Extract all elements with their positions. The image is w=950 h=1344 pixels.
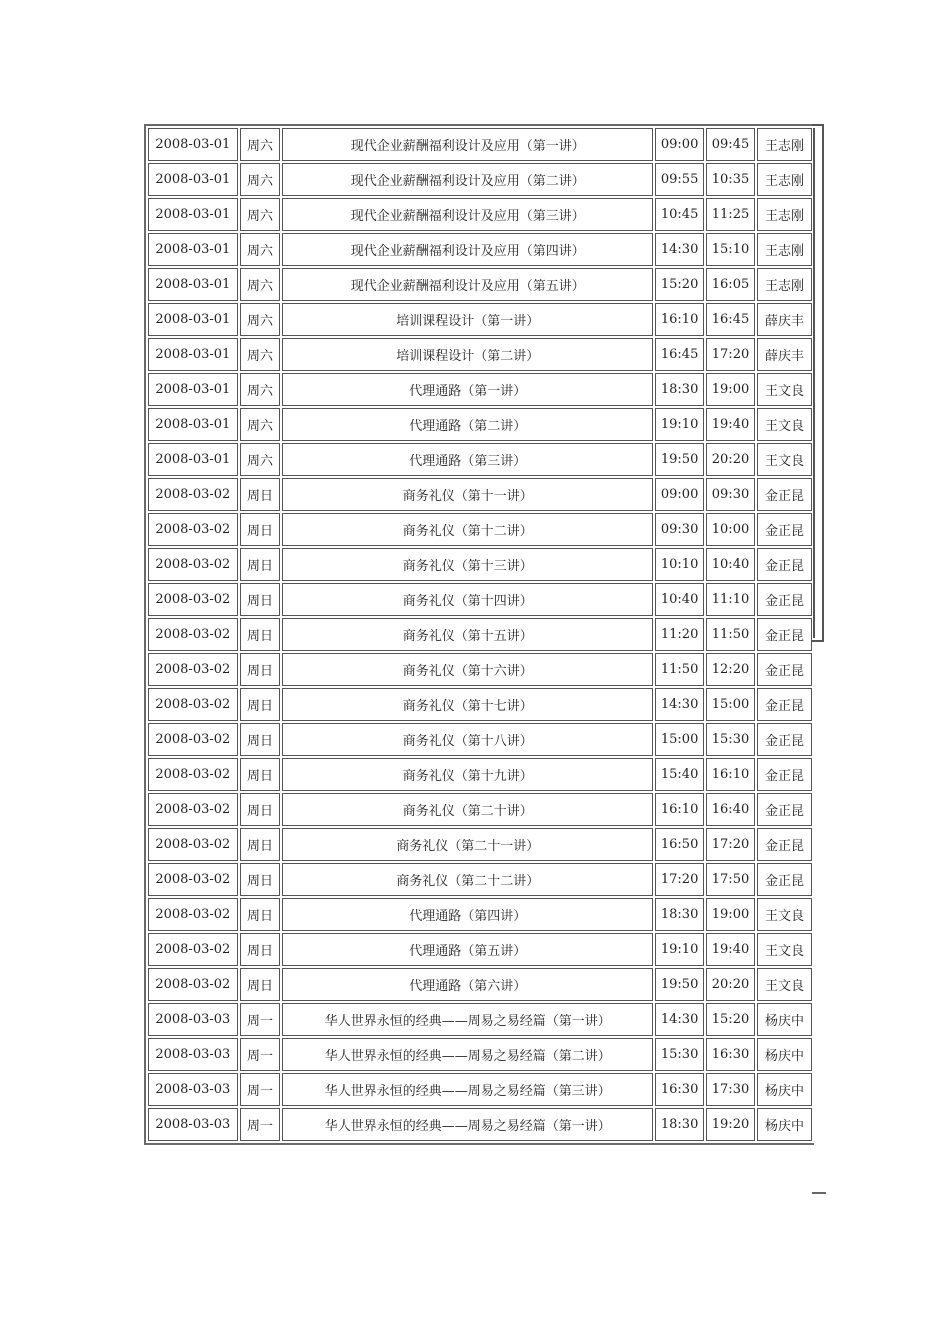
table-row: [148, 478, 812, 511]
start-time-cell: 15:40: [655, 758, 704, 791]
table-row: [148, 408, 812, 441]
weekday-cell: 周六: [240, 128, 281, 161]
end-time-cell: 17:50: [706, 863, 755, 896]
teacher-cell: 王志刚: [757, 128, 812, 161]
teacher-cell: 薛庆丰: [757, 303, 812, 336]
date-cell: 2008-03-01: [148, 303, 238, 336]
weekday-cell: 周一: [240, 1003, 281, 1036]
date-cell: 2008-03-01: [148, 163, 238, 196]
date-cell: 2008-03-02: [148, 513, 238, 546]
end-time-cell: 09:30: [706, 478, 755, 511]
table-row: [148, 653, 812, 686]
start-time-cell: 10:40: [655, 583, 704, 616]
date-cell: 2008-03-01: [148, 198, 238, 231]
weekday-cell: 周日: [240, 793, 281, 826]
weekday-cell: 周日: [240, 898, 281, 931]
table-row: [148, 583, 812, 616]
end-time-cell: 10:35: [706, 163, 755, 196]
weekday-cell: 周日: [240, 968, 281, 1001]
date-cell: 2008-03-01: [148, 373, 238, 406]
teacher-cell: 王文良: [757, 373, 812, 406]
teacher-cell: 王文良: [757, 933, 812, 966]
end-time-cell: 20:20: [706, 968, 755, 1001]
table-row: [148, 933, 812, 966]
date-cell: 2008-03-02: [148, 793, 238, 826]
start-time-cell: 16:30: [655, 1073, 704, 1106]
weekday-cell: 周日: [240, 583, 281, 616]
start-time-cell: 10:10: [655, 548, 704, 581]
end-time-cell: 12:20: [706, 653, 755, 686]
date-cell: 2008-03-03: [148, 1108, 238, 1141]
end-time-cell: 15:20: [706, 1003, 755, 1036]
schedule-table-body: [148, 128, 812, 1141]
course-title-cell: 现代企业薪酬福利设计及应用（第二讲）: [282, 163, 653, 196]
start-time-cell: 16:50: [655, 828, 704, 861]
table-bottom-edge-tail: [812, 1192, 826, 1194]
start-time-cell: 11:50: [655, 653, 704, 686]
start-time-cell: 15:20: [655, 268, 704, 301]
date-cell: 2008-03-02: [148, 968, 238, 1001]
table-row: [148, 723, 812, 756]
teacher-cell: 金正昆: [757, 583, 812, 616]
start-time-cell: 19:50: [655, 443, 704, 476]
table-row: [148, 863, 812, 896]
date-cell: 2008-03-01: [148, 128, 238, 161]
weekday-cell: 周日: [240, 933, 281, 966]
weekday-cell: 周日: [240, 758, 281, 791]
table-row: [148, 758, 812, 791]
table-row: [148, 233, 812, 266]
course-title-cell: 代理通路（第一讲）: [282, 373, 653, 406]
course-title-cell: 华人世界永恒的经典——周易之易经篇（第三讲）: [282, 1073, 653, 1106]
weekday-cell: 周日: [240, 723, 281, 756]
course-title-cell: 商务礼仪（第十五讲）: [282, 618, 653, 651]
teacher-cell: 王文良: [757, 968, 812, 1001]
weekday-cell: 周六: [240, 268, 281, 301]
table-row: [148, 793, 812, 826]
table-row: [148, 198, 812, 231]
course-title-cell: 代理通路（第六讲）: [282, 968, 653, 1001]
weekday-cell: 周日: [240, 478, 281, 511]
start-time-cell: 14:30: [655, 1003, 704, 1036]
course-title-cell: 现代企业薪酬福利设计及应用（第三讲）: [282, 198, 653, 231]
course-title-cell: 培训课程设计（第一讲）: [282, 303, 653, 336]
start-time-cell: 09:00: [655, 128, 704, 161]
end-time-cell: 19:40: [706, 408, 755, 441]
start-time-cell: 15:00: [655, 723, 704, 756]
table-row: [148, 443, 812, 476]
start-time-cell: 16:10: [655, 793, 704, 826]
weekday-cell: 周日: [240, 688, 281, 721]
date-cell: 2008-03-02: [148, 828, 238, 861]
weekday-cell: 周一: [240, 1108, 281, 1141]
end-time-cell: 11:50: [706, 618, 755, 651]
table-row: [148, 898, 812, 931]
course-title-cell: 代理通路（第三讲）: [282, 443, 653, 476]
teacher-cell: 金正昆: [757, 793, 812, 826]
course-title-cell: 现代企业薪酬福利设计及应用（第五讲）: [282, 268, 653, 301]
date-cell: 2008-03-01: [148, 233, 238, 266]
start-time-cell: 11:20: [655, 618, 704, 651]
table-row: [148, 618, 812, 651]
date-cell: 2008-03-02: [148, 618, 238, 651]
weekday-cell: 周六: [240, 198, 281, 231]
table-row: [148, 303, 812, 336]
table-row: [148, 513, 812, 546]
table-right-edge-inner-line: [813, 128, 815, 638]
teacher-cell: 薛庆丰: [757, 338, 812, 371]
weekday-cell: 周六: [240, 373, 281, 406]
table-row: [148, 1003, 812, 1036]
end-time-cell: 15:00: [706, 688, 755, 721]
end-time-cell: 10:40: [706, 548, 755, 581]
start-time-cell: 15:30: [655, 1038, 704, 1071]
course-title-cell: 华人世界永恒的经典——周易之易经篇（第一讲）: [282, 1003, 653, 1036]
start-time-cell: 14:30: [655, 233, 704, 266]
course-title-cell: 培训课程设计（第二讲）: [282, 338, 653, 371]
weekday-cell: 周六: [240, 338, 281, 371]
table-row: [148, 1038, 812, 1071]
teacher-cell: 金正昆: [757, 863, 812, 896]
date-cell: 2008-03-01: [148, 408, 238, 441]
date-cell: 2008-03-02: [148, 898, 238, 931]
end-time-cell: 19:20: [706, 1108, 755, 1141]
start-time-cell: 18:30: [655, 1108, 704, 1141]
date-cell: 2008-03-01: [148, 268, 238, 301]
teacher-cell: 王志刚: [757, 233, 812, 266]
course-title-cell: 商务礼仪（第十一讲）: [282, 478, 653, 511]
end-time-cell: 09:45: [706, 128, 755, 161]
date-cell: 2008-03-02: [148, 583, 238, 616]
weekday-cell: 周日: [240, 863, 281, 896]
end-time-cell: 17:30: [706, 1073, 755, 1106]
course-title-cell: 商务礼仪（第十二讲）: [282, 513, 653, 546]
teacher-cell: 金正昆: [757, 688, 812, 721]
end-time-cell: 15:30: [706, 723, 755, 756]
weekday-cell: 周六: [240, 163, 281, 196]
course-title-cell: 代理通路（第四讲）: [282, 898, 653, 931]
table-row: [148, 163, 812, 196]
start-time-cell: 10:45: [655, 198, 704, 231]
teacher-cell: 金正昆: [757, 828, 812, 861]
teacher-cell: 王志刚: [757, 198, 812, 231]
start-time-cell: 16:10: [655, 303, 704, 336]
weekday-cell: 周六: [240, 443, 281, 476]
end-time-cell: 19:00: [706, 373, 755, 406]
start-time-cell: 09:55: [655, 163, 704, 196]
start-time-cell: 09:30: [655, 513, 704, 546]
table-row: [148, 828, 812, 861]
schedule-table: [144, 124, 814, 1145]
teacher-cell: 金正昆: [757, 723, 812, 756]
course-title-cell: 华人世界永恒的经典——周易之易经篇（第二讲）: [282, 1038, 653, 1071]
course-title-cell: 华人世界永恒的经典——周易之易经篇（第一讲）: [282, 1108, 653, 1141]
end-time-cell: 10:00: [706, 513, 755, 546]
table-row: [148, 373, 812, 406]
end-time-cell: 17:20: [706, 338, 755, 371]
date-cell: 2008-03-03: [148, 1073, 238, 1106]
weekday-cell: 周日: [240, 828, 281, 861]
weekday-cell: 周日: [240, 618, 281, 651]
course-title-cell: 商务礼仪（第十九讲）: [282, 758, 653, 791]
start-time-cell: 16:45: [655, 338, 704, 371]
teacher-cell: 杨庆中: [757, 1003, 812, 1036]
date-cell: 2008-03-02: [148, 758, 238, 791]
end-time-cell: 16:10: [706, 758, 755, 791]
weekday-cell: 周日: [240, 653, 281, 686]
end-time-cell: 19:00: [706, 898, 755, 931]
end-time-cell: 20:20: [706, 443, 755, 476]
teacher-cell: 王志刚: [757, 163, 812, 196]
table-row: [148, 338, 812, 371]
table-row: [148, 688, 812, 721]
teacher-cell: 金正昆: [757, 758, 812, 791]
teacher-cell: 杨庆中: [757, 1038, 812, 1071]
date-cell: 2008-03-02: [148, 548, 238, 581]
teacher-cell: 杨庆中: [757, 1073, 812, 1106]
table-row: [148, 548, 812, 581]
weekday-cell: 周六: [240, 408, 281, 441]
table-row: [148, 1108, 812, 1141]
weekday-cell: 周日: [240, 548, 281, 581]
course-title-cell: 商务礼仪（第二十讲）: [282, 793, 653, 826]
course-title-cell: 商务礼仪（第十三讲）: [282, 548, 653, 581]
start-time-cell: 19:10: [655, 408, 704, 441]
weekday-cell: 周一: [240, 1073, 281, 1106]
weekday-cell: 周一: [240, 1038, 281, 1071]
date-cell: 2008-03-02: [148, 688, 238, 721]
date-cell: 2008-03-02: [148, 863, 238, 896]
end-time-cell: 16:05: [706, 268, 755, 301]
course-title-cell: 商务礼仪（第十八讲）: [282, 723, 653, 756]
teacher-cell: 金正昆: [757, 478, 812, 511]
date-cell: 2008-03-02: [148, 653, 238, 686]
date-cell: 2008-03-01: [148, 338, 238, 371]
schedule-sheet: [144, 124, 826, 1145]
date-cell: 2008-03-02: [148, 478, 238, 511]
course-title-cell: 商务礼仪（第十六讲）: [282, 653, 653, 686]
end-time-cell: 19:40: [706, 933, 755, 966]
weekday-cell: 周日: [240, 513, 281, 546]
teacher-cell: 金正昆: [757, 653, 812, 686]
weekday-cell: 周六: [240, 303, 281, 336]
end-time-cell: 17:20: [706, 828, 755, 861]
start-time-cell: 09:00: [655, 478, 704, 511]
start-time-cell: 17:20: [655, 863, 704, 896]
teacher-cell: 王志刚: [757, 268, 812, 301]
table-right-edge-frame: [812, 124, 824, 642]
course-title-cell: 商务礼仪（第十四讲）: [282, 583, 653, 616]
table-row: [148, 1073, 812, 1106]
table-row: [148, 968, 812, 1001]
course-title-cell: 商务礼仪（第二十一讲）: [282, 828, 653, 861]
end-time-cell: 16:30: [706, 1038, 755, 1071]
date-cell: 2008-03-03: [148, 1038, 238, 1071]
start-time-cell: 18:30: [655, 898, 704, 931]
course-title-cell: 现代企业薪酬福利设计及应用（第四讲）: [282, 233, 653, 266]
end-time-cell: 16:45: [706, 303, 755, 336]
teacher-cell: 金正昆: [757, 548, 812, 581]
teacher-cell: 王文良: [757, 408, 812, 441]
table-row: [148, 268, 812, 301]
date-cell: 2008-03-02: [148, 933, 238, 966]
start-time-cell: 19:50: [655, 968, 704, 1001]
end-time-cell: 16:40: [706, 793, 755, 826]
start-time-cell: 19:10: [655, 933, 704, 966]
start-time-cell: 14:30: [655, 688, 704, 721]
course-title-cell: 现代企业薪酬福利设计及应用（第一讲）: [282, 128, 653, 161]
end-time-cell: 11:10: [706, 583, 755, 616]
table-row: [148, 128, 812, 161]
date-cell: 2008-03-02: [148, 723, 238, 756]
weekday-cell: 周六: [240, 233, 281, 266]
course-title-cell: 代理通路（第二讲）: [282, 408, 653, 441]
date-cell: 2008-03-01: [148, 443, 238, 476]
teacher-cell: 王文良: [757, 443, 812, 476]
course-title-cell: 商务礼仪（第十七讲）: [282, 688, 653, 721]
teacher-cell: 杨庆中: [757, 1108, 812, 1141]
teacher-cell: 金正昆: [757, 513, 812, 546]
end-time-cell: 11:25: [706, 198, 755, 231]
course-title-cell: 商务礼仪（第二十二讲）: [282, 863, 653, 896]
course-title-cell: 代理通路（第五讲）: [282, 933, 653, 966]
teacher-cell: 王文良: [757, 898, 812, 931]
date-cell: 2008-03-03: [148, 1003, 238, 1036]
teacher-cell: 金正昆: [757, 618, 812, 651]
start-time-cell: 18:30: [655, 373, 704, 406]
end-time-cell: 15:10: [706, 233, 755, 266]
